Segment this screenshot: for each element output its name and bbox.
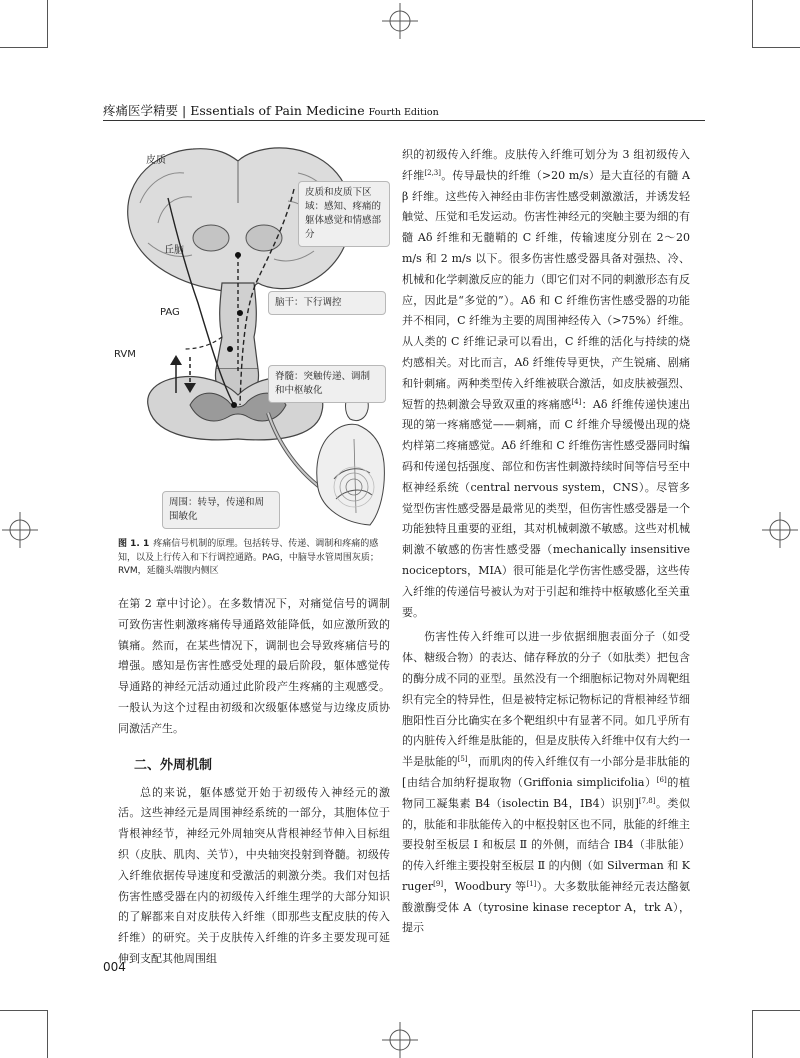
callout-brainstem-text: 脑干：下行调控 (275, 297, 342, 308)
citation: [1] (526, 879, 537, 888)
header-title-en: Essentials of Pain Medicine (190, 103, 365, 118)
paragraph: 在第 2 章中讨论）。在多数情况下，对痛觉信号的调制可致伤害性刺激疼痛传导通路效能降低，如应激所致的镇痛。然而，在某些情况下，调制也会导致疼痛信号的增强。感知是伤害性感受处理的最后阶段，躯体感觉传导通路的神经元活动通过此阶段产生疼痛的主观感受。一般认为这个过程由初级和次级躯体感觉与边缘皮质协同激活产生。 (118, 597, 390, 735)
figure-pain-pathway (114, 143, 390, 533)
registration-mark-icon (382, 1022, 418, 1058)
registration-mark-icon (2, 512, 38, 548)
paragraph (402, 145, 690, 623)
header-title-cn: 疼痛医学精要 (103, 103, 179, 118)
label-cortex: 皮质 (146, 155, 166, 166)
label-pag: PAG (160, 307, 180, 318)
crop-mark (0, 1010, 48, 1011)
text-run: ，而肌肉的传入纤维仅有一小部分是非肽能的[由结合加纳籽提取物（Griffonia simplicifolia） (402, 755, 691, 789)
text-run: 织的初级传入纤维。皮肤传入纤维可划分为 3 组初级传入纤维 (402, 148, 690, 182)
header-edition: Fourth Edition (368, 107, 439, 118)
label-thalamus: 丘脑 (164, 245, 184, 256)
crop-mark (752, 47, 800, 48)
text-run: 。传导最快的纤维（>20 m/s）是大直径的有髓 Aβ 纤维。这些传入神经由非伤害性感受刺激激活，并诱发轻触觉、压觉和毛发运动。伤害性神经元的突触主要为细的有髓 Aδ 纤维和无髓鞘的 C 纤维，传输速度分别在 2～20 m/s 和 2 m/s 以下。很多伤害性感受器具备对强热、冷、机械和化学刺激反应的能力（即它们对不同的刺激形态有反应，因此是“多觉的”）。Aδ 和 C 纤维伤害性感受器的功能并不相同，C 纤维为主要的周围神经传入（>75%）纤维。从人类的 C 纤维记录可以看出，C 纤维的活化与持续的烧灼感相关。对比而言，Aδ 纤维传导更快，产生锐痛、剧痛和针刺痛。两种类型传入纤维被联合激活，如皮肤被强烈、短暂的热刺激会导致双重的疼痛感 (402, 168, 690, 411)
callout-brainstem (268, 291, 386, 315)
callout-peripheral (162, 491, 280, 529)
crop-mark (47, 0, 48, 48)
callout-spinal-text: 脊髓：突触传递、调制和中枢敏化 (275, 371, 371, 396)
page-number: 004 (103, 960, 126, 974)
text-run: ：Aδ 纤维传递快速出现的第一疼痛感觉——刺痛，而 C 纤维介导缓慢出现的烧灼样第二疼痛感觉。Aδ 纤维和 C 纤维伤害性感受器同时编码和传递包括强度、部位和伤害性刺激持续时间等信号至中枢神经系统（central nervous system，CNS）。尽管多觉型伤害性感受器是最常见的类型，但伤害性感受器是一个功能独特且重要的亚组，其对机械刺激不敏感。这些对机械刺激不敏感的伤害性感受器（mechanically insensitive nociceptors，MIA）很可能是化学伤害性感受器，这些传入纤维的传递信号被认为对于引起和维持中枢敏感化至关重要。 (402, 397, 691, 619)
crop-mark (752, 1010, 753, 1058)
text-run: ）。大多数肽能神经元表达酪氨酸激酶受体 A（tyrosine kinase receptor A，trk A），提示 (402, 879, 690, 935)
text-run: 。类似的，肽能和非肽能传入的中枢投射区也不同，肽能的纤维主要投射至板层 Ⅰ 和板层 Ⅱ 的外侧，而结合 IB4（非肽能）的传入纤维主要投射至板层 Ⅱ 的内侧（如 Silverman 和 Kruger (402, 796, 691, 893)
callout-cortical-text: 皮质和皮质下区域：感知、疼痛的躯体感觉和情感部分 (305, 187, 382, 240)
text-run: ，Woodbury 等 (443, 879, 527, 893)
crop-mark (752, 1010, 800, 1011)
text-run: 的植物同工凝集素 B4（isolectin B4，IB4）识别] (402, 775, 690, 810)
citation: [6] (656, 775, 667, 784)
citation: [2,3] (424, 168, 441, 177)
section-heading: 二、外周机制 (134, 757, 213, 773)
header-separator: | (182, 103, 187, 118)
citation: [5] (457, 755, 468, 764)
paragraph: 总的来说，躯体感觉开始于初级传入神经元的激活。这些神经元是周围神经系统的一部分，其胞体位于背根神经节，神经元外周轴突从背根神经节伸入目标组织（皮肤、肌肉、关节），中央轴突投射到脊髓。初级传入纤维依据传导速度和受激活的刺激分类。我们对包括伤害性感受器在内的初级传入纤维生理学的大部分知识的了解都来自对皮肤传入纤维（即那些支配皮肤的传入纤维）的研究。关于皮肤传入纤维的许多主要发现可延伸到支配其他周围组 (118, 785, 390, 965)
crop-mark (47, 1010, 48, 1058)
citation: [7,8] (638, 796, 656, 805)
crop-mark (752, 0, 753, 48)
citation: [4] (571, 397, 582, 406)
label-rvm: RVM (114, 349, 136, 360)
citation: [9] (433, 879, 444, 888)
figure-caption-text: 疼痛信号机制的原理。包括转导、传递、调制和疼痛的感知，以及上行传入和下行调控通路。PAG，中脑导水管周围灰质；RVM，延髓头端腹内侧区 (118, 539, 379, 576)
right-column (402, 145, 690, 939)
paragraph (402, 627, 690, 939)
left-column (118, 594, 390, 970)
callout-spinal (268, 365, 386, 403)
figure-caption (118, 538, 390, 579)
figure-number: 图 1. 1 (118, 539, 150, 549)
registration-mark-icon (382, 3, 418, 39)
text-run: 伤害性传入纤维可以进一步依据细胞表面分子（如受体、糖级合物）的表达、储存释放的分子（如肽类）把包含的酶分成不同的亚型。虽然没有一个细胞标记物对外周靶组织有完全的特异性，但是被特定标记物标记的背根神经节细胞阳性百分比确实在多个靶组织中有显著不同。如几乎所有的内脏传入纤维是肽能的，但是皮肤传入纤维中仅有大约一半是肽能的 (402, 630, 690, 769)
callout-cortical (298, 181, 390, 247)
callout-peripheral-text: 周围：转导，传递和周围敏化 (169, 497, 265, 522)
header-rule (103, 120, 705, 121)
running-header (103, 101, 703, 119)
crop-mark (0, 47, 48, 48)
registration-mark-icon (762, 512, 798, 548)
